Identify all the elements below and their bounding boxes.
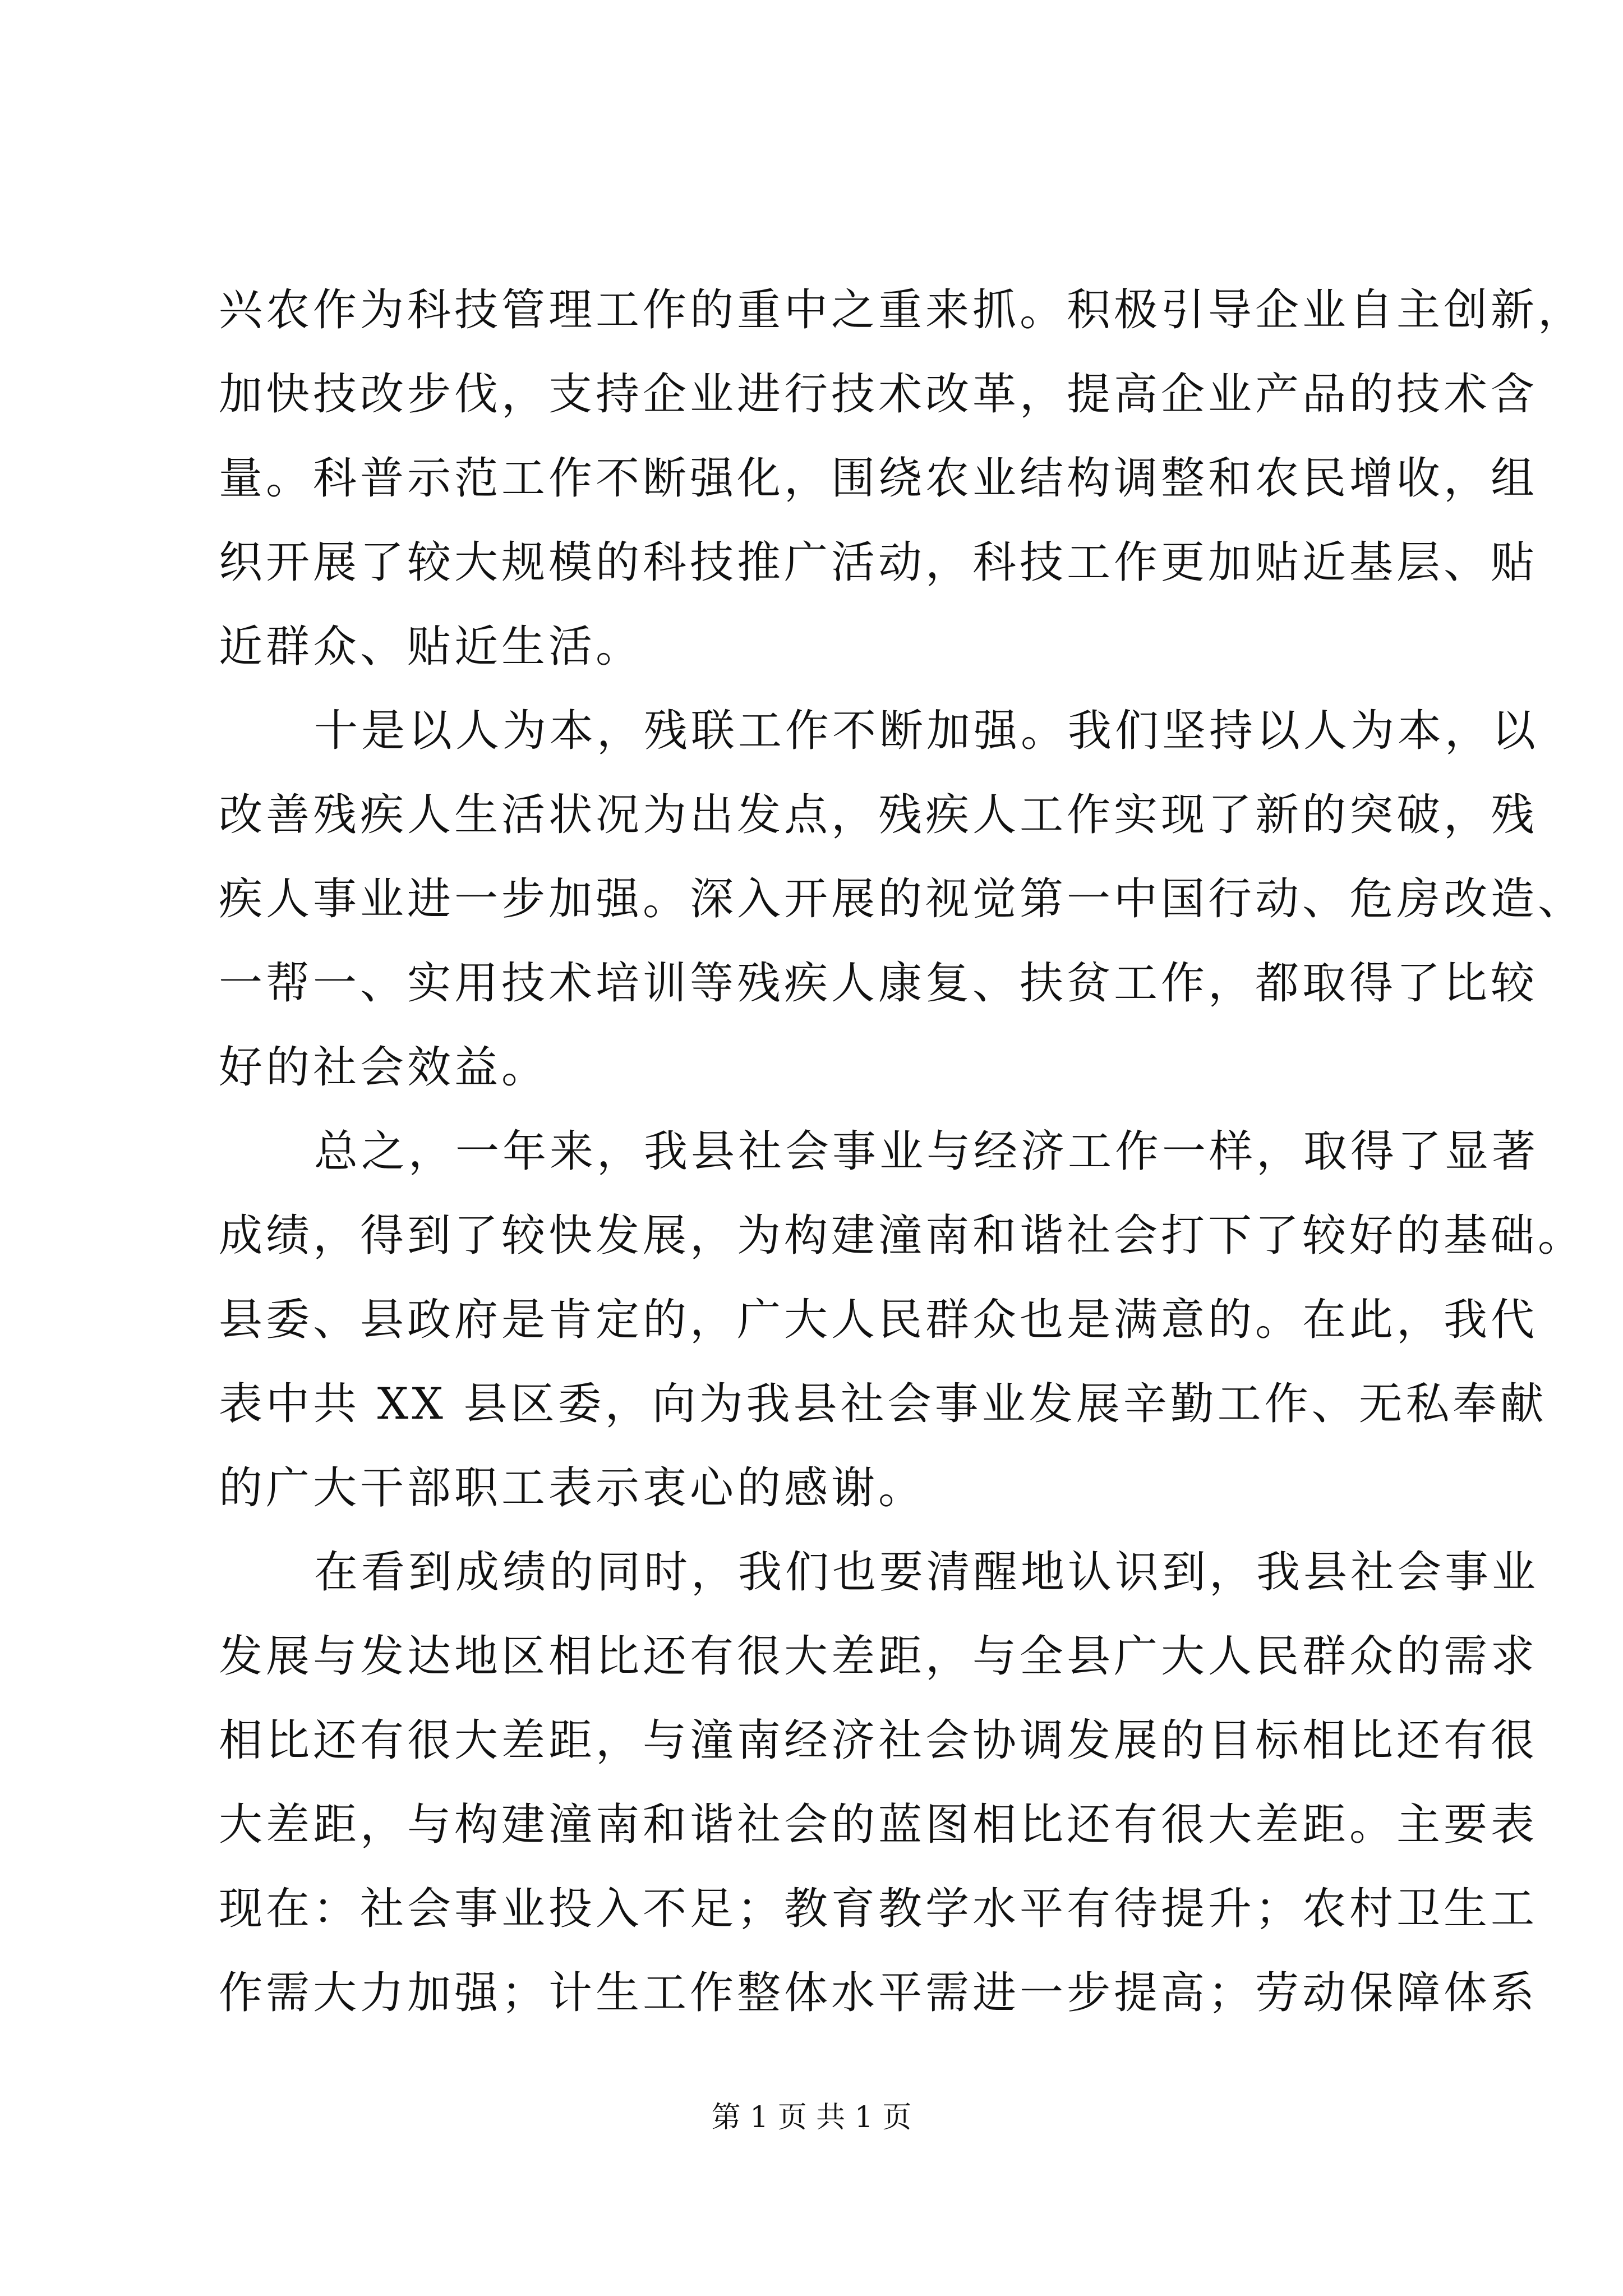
page-footer: [0, 2095, 1623, 2140]
text-line: 量。科普示范工作不断强化，围绕农业结构调整和农民增收，组: [219, 453, 1538, 504]
text-line: 大差距，与构建潼南和谐社会的蓝图相比还有很大差距。主要表: [219, 1800, 1538, 1850]
paragraph-gaps: [219, 1530, 1539, 2035]
document-body: [219, 268, 1585, 2035]
text-line: 总之，一年来，我县社会事业与经济工作一样，取得了显著: [314, 1126, 1539, 1177]
text-line: 作需大力加强；计生工作整体水平需进一步提高；劳动保障体系: [219, 1968, 1538, 2018]
text-line: 发展与发达地区相比还有很大差距，与全县广大人民群众的需求: [219, 1631, 1538, 1682]
text-line: 兴农作为科技管理工作的重中之重来抓。积极引导企业自主创新，: [219, 285, 1585, 335]
text-line: 改善残疾人生活状况为出发点，残疾人工作实现了新的突破，残: [219, 790, 1538, 840]
text-line: 疾人事业进一步加强。深入开展的视觉第一中国行动、危房改造、: [219, 874, 1585, 924]
page-number-label: 第 1 页 共 1 页: [711, 2101, 912, 2134]
text-line: 成绩，得到了较快发展，为构建潼南和谐社会打下了较好的基础。: [219, 1211, 1585, 1261]
text-line: 一帮一、实用技术培训等残疾人康复、扶贫工作，都取得了比较: [219, 958, 1538, 1009]
text-line: 县委、县政府是肯定的，广大人民群众也是满意的。在此，我代: [219, 1295, 1538, 1345]
text-line: 十是以人为本，残联工作不断加强。我们坚持以人为本，以: [314, 706, 1539, 756]
paragraph-disabled-federation: [219, 689, 1585, 1110]
text-line: 表中共 XX 县区委，向为我县社会事业发展辛勤工作、无私奉献: [219, 1379, 1547, 1429]
text-line: 现在：社会事业投入不足；教育教学水平有待提升；农村卫生工: [219, 1884, 1538, 1934]
text-line: 好的社会效益。: [219, 1042, 549, 1093]
text-line: 在看到成绩的同时，我们也要清醒地认识到，我县社会事业: [314, 1547, 1539, 1598]
text-line: 加快技改步伐，支持企业进行技术改革，提高企业产品的技术含: [219, 369, 1538, 420]
text-line: 相比还有很大差距，与潼南经济社会协调发展的目标相比还有很: [219, 1715, 1538, 1766]
paragraph-science-tech: [219, 268, 1585, 689]
paragraph-summary: [219, 1110, 1585, 1530]
text-line: 近群众、贴近生活。: [219, 622, 643, 672]
text-line: 的广大干部职工表示衷心的感谢。: [219, 1463, 926, 1513]
text-line: 织开展了较大规模的科技推广活动，科技工作更加贴近基层、贴: [219, 537, 1538, 588]
